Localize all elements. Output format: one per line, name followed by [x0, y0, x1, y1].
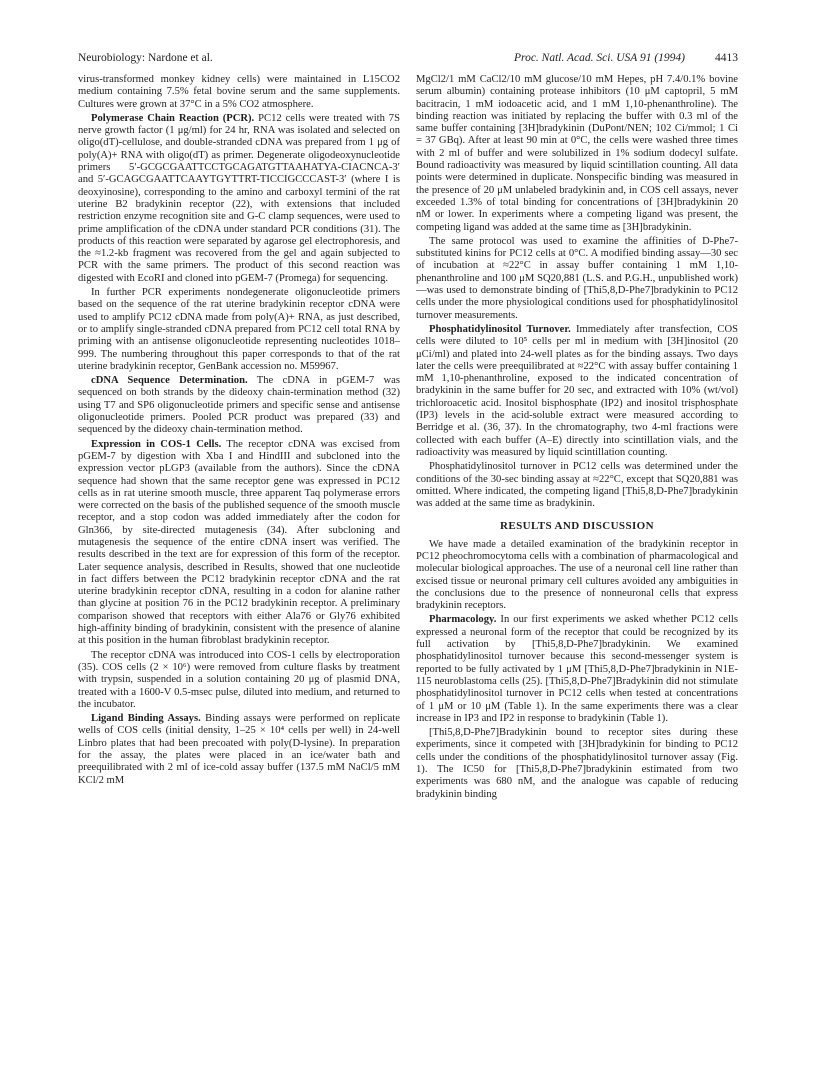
- right-column: [416, 74, 738, 1074]
- paragraph-dphe-affinity: The same protocol was used to examine the affinities of D-Phe7-substituted kinins for PC12 cells at 0°C. A modified binding assay—30 sec of incubation at ≈22°C in assay buffer containing 1 mM 1,10-phenanthroline and 100 μM SQ20,881 (L.S. and P.G.H., unpublished work)—was used to demonstrate binding of [Thi5,8,D-Phe7]bradykinin to PC12 cells under the more physiological conditions used for phosphatidylinositol turnover measurements.: [416, 235, 738, 321]
- paragraph-electroporation: The receptor cDNA was introduced into COS-1 cells by electroporation (35). COS cells (2 × 10⁶) were removed from culture flasks by treatment with trypsin, suspended in a solution containing 20 μg of plasmid DNA, treated with a 1600-V 0.5-msec pulse, diluted into medium, and returned to the incubator.: [78, 649, 400, 710]
- paragraph-pcr-further: In further PCR experiments nondegenerate oligonucleotide primers based on the sequence of the rat uterine bradykinin receptor cDNA were used to amplify PC12 cDNA made from poly(A)+ RNA, as just described, or to amplify single-stranded cDNA prepared from PC12 cell total RNA by priming with an antisense oligonucleotide representing nucleotides 1018–999. The numbering throughout this paper corresponds to that of the rat uterine bradykinin receptor, GenBank accession no. M59967.: [78, 287, 400, 372]
- text-expression: The receptor cDNA was excised from pGEM-7 by digestion with Xba I and HindIII and subcloned into the expression vector pLGP3 (available from the authors). Since the cDNA sequence had shown that the same receptor gene was expressed in PC12 cells as in rat uterine smooth muscle, three apparent Taq polymerase errors were corrected on the basis of the published sequence of the smooth muscle receptor, and a stop codon was added immediately after the codon for Gln366, by site-directed mutagenesis (34). After subcloning and mutagenesis the sequence of the entire cDNA insert was verified. The results described in the text are for expression of this form of the receptor. Later sequence analysis, described in Results, showed that one nucleotide in fact differs between the PC12 bradykinin receptor cDNA and the rat uterine bradykinin receptor cDNA, resulting in a codon for alanine rather than glycine at position 76 in the PC12 bradykinin receptor. A preliminary comparison showed that receptors with either Ala76 or Gly76 exhibited high-affinity binding of bradykinin, consistent with the presence of alanine at this position in the human fibroblast bradykinin receptor.: [78, 438, 400, 647]
- section-title-results: RESULTS AND DISCUSSION: [500, 520, 654, 533]
- paragraph-expression: [78, 439, 400, 648]
- heading-sequencing: cDNA Sequence Determination.: [91, 375, 248, 387]
- left-column: [78, 74, 400, 1074]
- text-sequencing: The cDNA in pGEM-7 was sequenced on both strands by the dideoxy chain-termination method (32) using T7 and SP6 oligonucleotide primers and specific sense and antisense oligonucleotide primers. Pooled PCR product was prepared (33) and sequenced by the dideoxy chain-termination method.: [78, 375, 400, 436]
- text-pi-turnover: Immediately after transfection, COS cells were diluted to 10⁵ cells per ml in medium with [3H]inositol (20 μCi/ml) and plated into 24-well plates as for the binding assays. Two days later the cells were preequilibrated at ≈22°C with assay buffer containing 1 mM 1,10-phenanthroline, exposed to the indicated concentration of bradykinin in the same buffer for 20 sec, and extracted with 10% (wt/vol) trichloroacetic acid. Inositol bisphosphate (IP2) and inositol trisphosphate (IP3) levels in the acid-soluble extract were measured according to Berridge et al. (36, 37). In the chromatography, two 4-ml fractions were collected with each buffer (A–E) directly into scintillation vials, and the radioactivity was measured by liquid scintillation counting.: [416, 323, 738, 458]
- heading-expression: Expression in COS-1 Cells.: [91, 438, 222, 450]
- paragraph-pharmacology: [416, 614, 738, 725]
- text-pharmacology: In our first experiments we asked whether PC12 cells expressed a neuronal form of the receptor that could be recognized by its full activation by [Thi5,8,D-Phe7]bradykinin. We examined phosphatidylinositol turnover because this second-messenger system is reported to be fully activated by 1 μM [Thi5,8,D-Phe7]bradykinin in N1E-115 neuroblastoma cells (25). [Thi5,8,D-Phe7]Bradykinin did not stimulate phosphatidylinositol turnover in PC12 cells when tested at concentrations of 1 μM or 10 μM (Table 1). In the same experiments there was a clear increase in IP3 and IP2 in response to bradykinin (Table 1).: [416, 614, 738, 724]
- heading-binding-assays: Ligand Binding Assays.: [91, 713, 201, 725]
- paragraph-binding-assays: [78, 713, 400, 787]
- heading-pharmacology: Pharmacology.: [429, 614, 497, 626]
- text-binding-assays: Binding assays were performed on replicate wells of COS cells (initial density, 1–25 × 10⁴ cells per well) in 24-well Linbro plates that had been precoated with poly(D-lysine). In preparation for the assay, the plates were placed in an ice/water bath and preequilibrated with 2 ml of ice-cold assay buffer (137.5 mM NaCl/5 mM KCl/2 mM: [78, 713, 400, 786]
- header-page-number: 4413: [715, 52, 738, 64]
- paragraph-binding-continued: MgCl2/1 mM CaCl2/10 mM glucose/10 mM Hepes, pH 7.4/0.1% bovine serum albumin) containing protease inhibitors (10 μM captopril, 5 mM bacitracin, 1 mM iodoacetic acid, and 1 mM 1,10-phenanthroline). The binding reaction was initiated by replacing the buffer with 0.3 ml of the same buffer containing [3H]bradykinin (DuPont/NEN; 102 Ci/mmol; 1 Ci = 37 GBq). After at least 90 min at 0°C, the cells were washed three times with 2 ml of buffer and were solubilized in 1% sodium dodecyl sulfate. Bound radioactivity was measured by liquid scintillation counting. All data points were determined in duplicate. Nonspecific binding was measured in the presence of 20 μM unlabeled bradykinin and, in COS cell assays, never exceeded 1.3% of total binding for concentrations of [3H]bradykinin 20 nM or lower. In experiments where a competing ligand was present, the competing ligand was added at the same time as [3H]bradykinin.: [416, 74, 738, 233]
- header-section-authors: Neurobiology: Nardone et al.: [78, 52, 213, 64]
- text-pcr: PC12 cells were treated with 7S nerve growth factor (1 μg/ml) for 24 hr, RNA was isolated and selected on oligo(dT)-cellulose, and double-stranded cDNA was prepared from 1 μg of poly(A)+ RNA with oligo(dT) as primer. Degenerate oligodeoxynucleotide primers 5′-GCGCGAATTCCTGCAGATGTTAAHATYA-CIACNCA-3′ and 5′-GCAGCGAATTCAAYTGYTTRT-TICCIGCCCAST-3′ (where I is deoxyinosine), corresponding to the amino and carboxyl termini of the rat uterine B2 bradykinin receptor (22), with extensions that included restriction enzyme recognition site and G-C clamp sequences, were used to prime amplification of the cDNA under standard PCR conditions (31). The products of this reaction were separated by agarose gel electrophoresis, and the ≈1.2-kb fragment was recovered from the gel and again subjected to PCR with the same primers. The product of this second reaction was digested with EcoRI and cloned into pGEM-7 (Promega) for sequencing.: [78, 112, 400, 284]
- running-header: [78, 52, 738, 72]
- paragraph-pi-pc12: Phosphatidylinositol turnover in PC12 cells was determined under the conditions of the 30-sec binding assay at ≈22°C, except that SQ20,881 was omitted. Where indicated, the competing ligand [Thi5,8,D-Phe7]bradykinin was added at the same time as bradykinin.: [416, 461, 738, 510]
- paragraph-pi-turnover: [416, 324, 738, 459]
- heading-pi-turnover: Phosphatidylinositol Turnover.: [429, 323, 571, 335]
- paragraph-thi-binding: [Thi5,8,D-Phe7]Bradykinin bound to receptor sites during these experiments, since it competed with [3H]bradykinin for binding to PC12 cells under the conditions of the phosphatidylinositol turnover assay (Fig. 1). The IC50 for [Thi5,8,D-Phe7]bradykinin estimated from two experiments was 680 nM, and the analogue was capable of reducing bradykinin binding: [416, 727, 738, 800]
- header-journal-citation: Proc. Natl. Acad. Sci. USA 91 (1994): [514, 52, 685, 64]
- paragraph-results-intro: We have made a detailed examination of the bradykinin receptor in PC12 pheochromocytoma cells with a combination of pharmacological and molecular biological approaches. The use of a neuronal cell line rather than excised tissue or neuronal primary cell cultures avoided any ambiguities in the conclusions due to the presence of nonneuronal cells that express bradykinin receptors.: [416, 538, 738, 612]
- heading-pcr: Polymerase Chain Reaction (PCR).: [91, 112, 255, 124]
- paragraph-cell-culture: virus-transformed monkey kidney cells) were maintained in L15CO2 medium containing 7.5% fetal bovine serum and the same supplements. Cultures were grown at 37°C in a 5% CO2 atmosphere.: [78, 74, 400, 110]
- paragraph-sequencing: [78, 375, 400, 436]
- paragraph-pcr: [78, 113, 400, 285]
